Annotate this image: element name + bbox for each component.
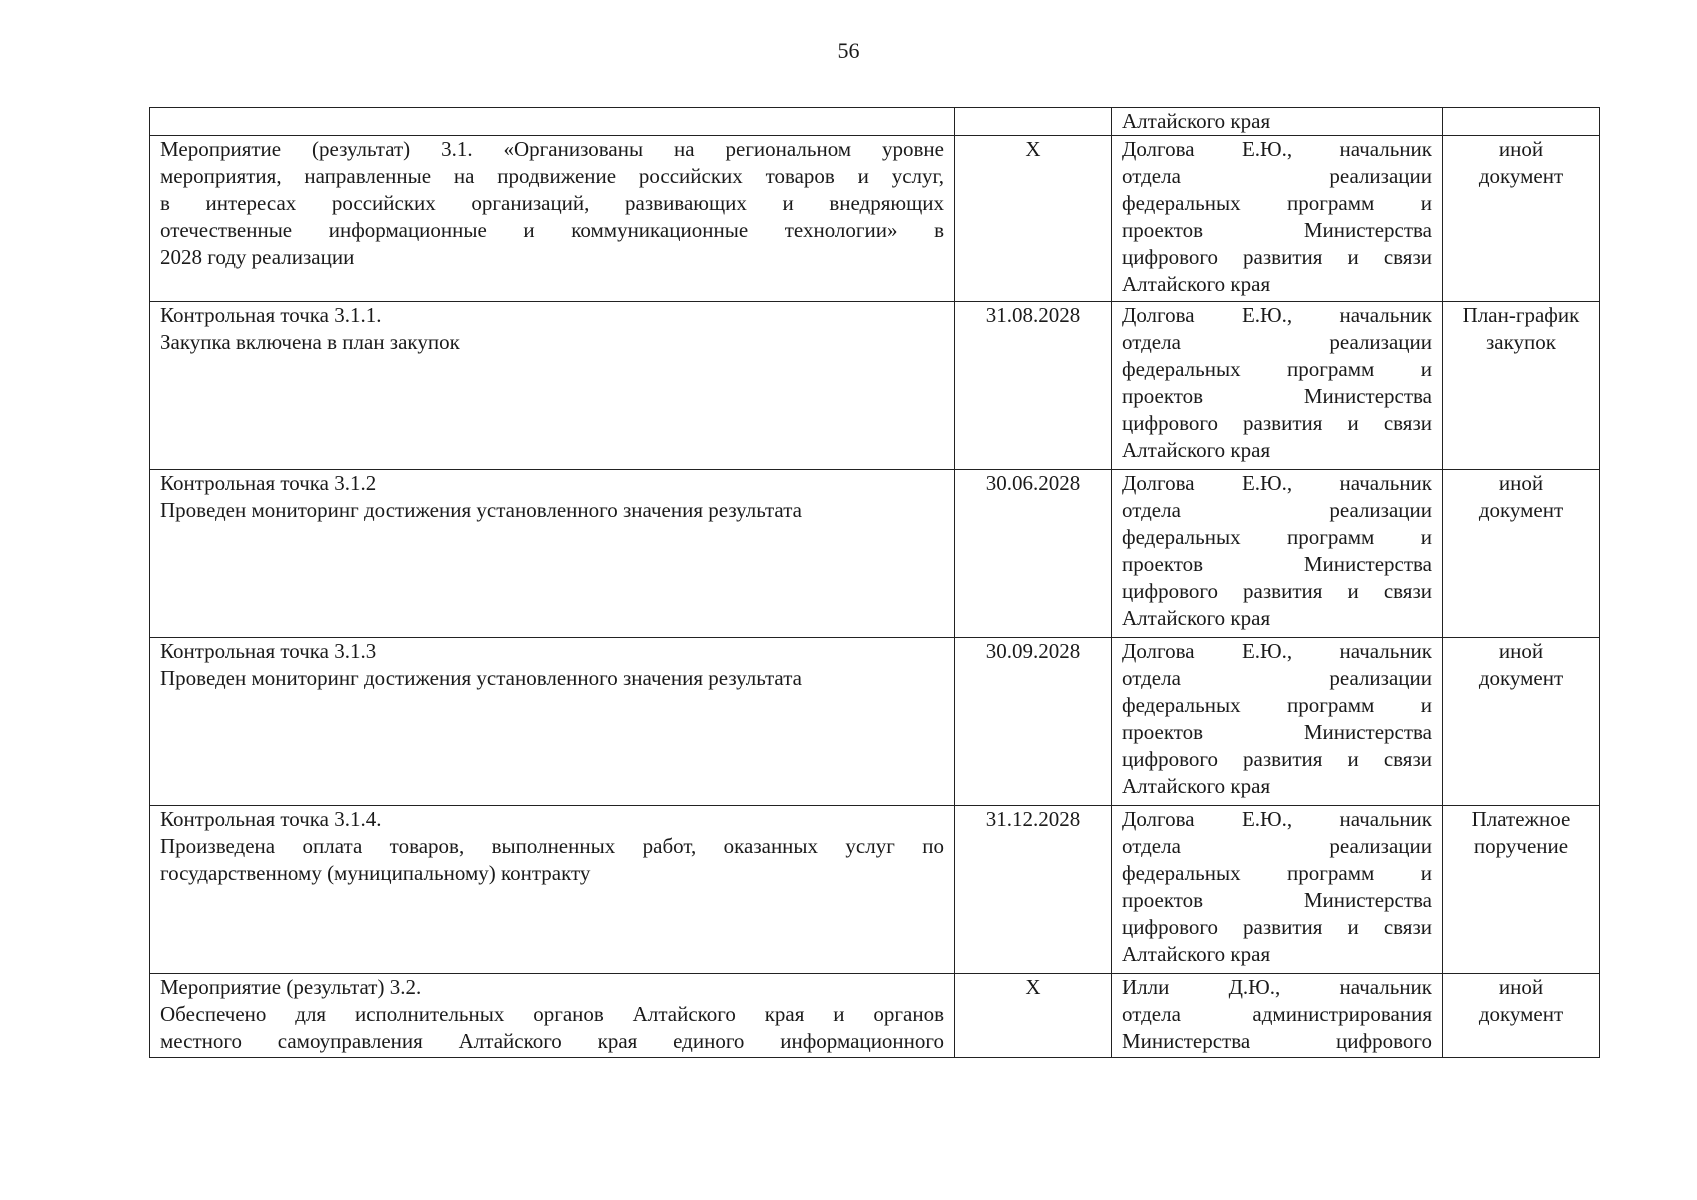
responsible-line: цифрового развития и связи <box>1122 245 1432 269</box>
responsible-line: проектов Министерства <box>1122 384 1432 408</box>
responsible-cell <box>1112 136 1443 302</box>
description-line: в интересах российских организаций, развивающих и внедряющих <box>160 191 944 215</box>
responsible-line: Алтайского края <box>1122 438 1271 462</box>
responsible-line: Илли Д.Ю., начальник <box>1122 975 1432 999</box>
document-line: документ <box>1478 498 1564 522</box>
responsible-line: Долгова Е.Ю., начальник <box>1122 137 1432 161</box>
document-cell <box>1443 136 1600 302</box>
description-line: Произведена оплата товаров, выполненных работ, оказанных услуг по <box>160 834 944 858</box>
responsible-line: цифрового развития и связи <box>1122 747 1432 771</box>
table-row <box>150 974 1600 1058</box>
table-row <box>150 806 1600 974</box>
document-line: Платежное <box>1471 807 1571 831</box>
table-row <box>150 136 1600 302</box>
description-line: Контрольная точка 3.1.3 <box>160 639 377 663</box>
description-line: Мероприятие (результат) 3.1. «Организованы на региональном уровне <box>160 137 944 161</box>
date-cell: Х <box>955 136 1112 302</box>
description-line: Контрольная точка 3.1.2 <box>160 471 377 495</box>
responsible-line: отдела реализации <box>1122 164 1432 188</box>
document-line: поручение <box>1473 834 1569 858</box>
responsible-line: Долгова Е.Ю., начальник <box>1122 471 1432 495</box>
responsible-line: цифрового развития и связи <box>1122 579 1432 603</box>
description-line: Проведен мониторинг достижения установленного значения результата <box>160 666 802 690</box>
responsible-line: отдела реализации <box>1122 330 1432 354</box>
responsible-line: Алтайского края <box>1122 109 1271 133</box>
document-cell <box>1443 470 1600 638</box>
date-cell <box>955 108 1112 136</box>
responsible-line: цифрового развития и связи <box>1122 915 1432 939</box>
description-line: государственному (муниципальному) контракту <box>160 861 591 885</box>
table-row <box>150 470 1600 638</box>
description-line: отечественные информационные и коммуникационные технологии» в <box>160 218 944 242</box>
description-cell <box>150 638 955 806</box>
responsible-cell <box>1112 974 1443 1058</box>
responsible-line: цифрового развития и связи <box>1122 411 1432 435</box>
date-cell: 31.12.2028 <box>955 806 1112 974</box>
date-cell: 30.09.2028 <box>955 638 1112 806</box>
responsible-line: проектов Министерства <box>1122 218 1432 242</box>
document-line: План-график <box>1462 303 1580 327</box>
description-line: Контрольная точка 3.1.4. <box>160 807 382 831</box>
page-number: 56 <box>837 38 860 63</box>
responsible-line: отдела реализации <box>1122 834 1432 858</box>
responsible-line: Долгова Е.Ю., начальник <box>1122 303 1432 327</box>
responsible-line: Долгова Е.Ю., начальник <box>1122 807 1432 831</box>
table-row <box>150 638 1600 806</box>
responsible-line: отдела администрирования <box>1122 1002 1432 1026</box>
responsible-cell <box>1112 108 1443 136</box>
responsible-line: отдела реализации <box>1122 666 1432 690</box>
document-cell <box>1443 806 1600 974</box>
responsible-cell <box>1112 806 1443 974</box>
responsible-line: проектов Министерства <box>1122 888 1432 912</box>
responsible-cell <box>1112 638 1443 806</box>
description-line: Закупка включена в план закупок <box>160 330 460 354</box>
description-line: мероприятия, направленные на продвижение российских товаров и услуг, <box>160 164 944 188</box>
date-cell: 30.06.2028 <box>955 470 1112 638</box>
responsible-line: проектов Министерства <box>1122 720 1432 744</box>
responsible-line: федеральных программ и <box>1122 191 1432 215</box>
document-line: иной <box>1498 471 1544 495</box>
responsible-line: Алтайского края <box>1122 272 1271 296</box>
description-cell <box>150 302 955 470</box>
responsible-line: федеральных программ и <box>1122 693 1432 717</box>
responsible-line: федеральных программ и <box>1122 861 1432 885</box>
document-line: иной <box>1498 137 1544 161</box>
responsible-line: проектов Министерства <box>1122 552 1432 576</box>
table-row-continuation <box>150 108 1600 136</box>
table-row <box>150 302 1600 470</box>
events-table <box>149 107 1600 1058</box>
description-line: Обеспечено для исполнительных органов Алтайского края и органов <box>160 1002 944 1026</box>
description-line: 2028 году реализации <box>160 245 355 269</box>
responsible-line: Алтайского края <box>1122 606 1271 630</box>
responsible-line: Алтайского края <box>1122 942 1271 966</box>
document-line: документ <box>1478 1002 1564 1026</box>
document-line: иной <box>1498 639 1544 663</box>
document-line: документ <box>1478 164 1564 188</box>
responsible-line: федеральных программ и <box>1122 357 1432 381</box>
responsible-line: Алтайского края <box>1122 774 1271 798</box>
description-line: местного самоуправления Алтайского края единого информационного <box>160 1029 944 1053</box>
description-cell <box>150 136 955 302</box>
responsible-cell <box>1112 302 1443 470</box>
date-cell: Х <box>955 974 1112 1058</box>
description-cell <box>150 470 955 638</box>
document-cell <box>1443 302 1600 470</box>
responsible-line: Министерства цифрового <box>1122 1029 1432 1053</box>
document-line: документ <box>1478 666 1564 690</box>
document-cell <box>1443 108 1600 136</box>
document-line: закупок <box>1486 330 1556 354</box>
description-line: Контрольная точка 3.1.1. <box>160 303 382 327</box>
description-cell <box>150 108 955 136</box>
description-line: Проведен мониторинг достижения установленного значения результата <box>160 498 802 522</box>
document-cell <box>1443 974 1600 1058</box>
description-line: Мероприятие (результат) 3.2. <box>160 975 422 999</box>
responsible-cell <box>1112 470 1443 638</box>
responsible-line: федеральных программ и <box>1122 525 1432 549</box>
document-cell <box>1443 638 1600 806</box>
responsible-line: отдела реализации <box>1122 498 1432 522</box>
document-line: иной <box>1498 975 1544 999</box>
description-cell <box>150 806 955 974</box>
date-cell: 31.08.2028 <box>955 302 1112 470</box>
responsible-line: Долгова Е.Ю., начальник <box>1122 639 1432 663</box>
description-cell <box>150 974 955 1058</box>
